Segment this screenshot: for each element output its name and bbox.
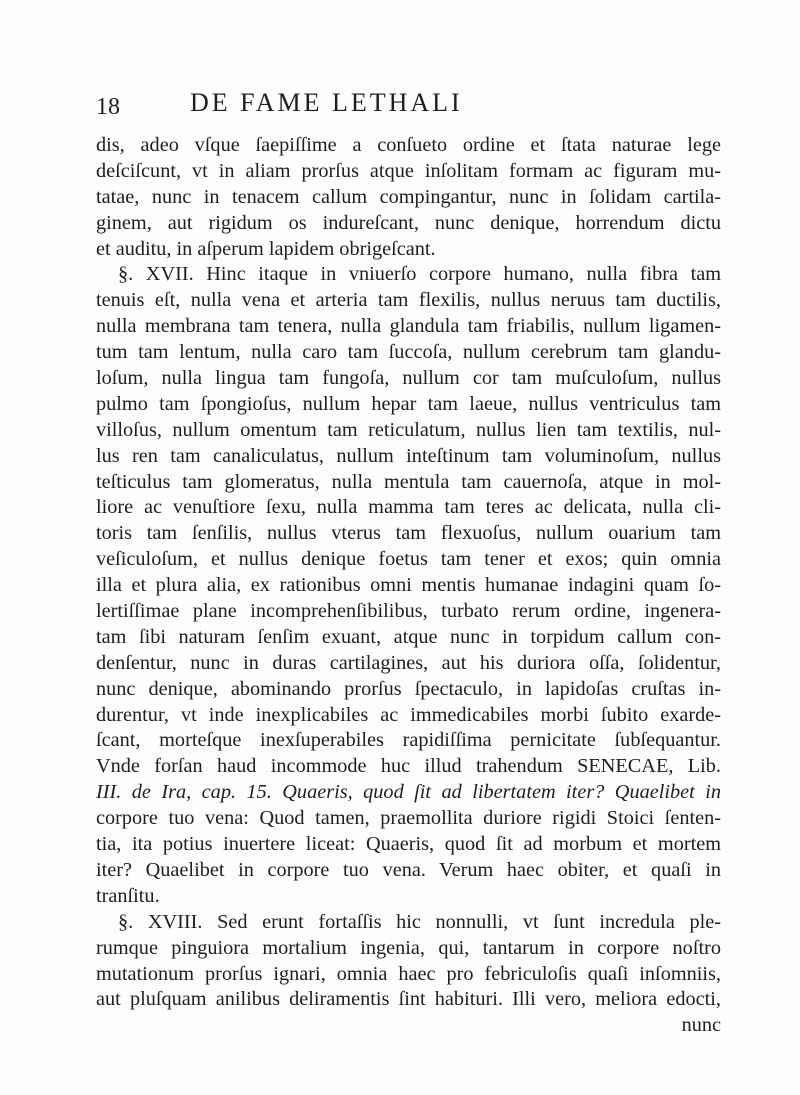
text-line: rumque pinguiora mortalium ingenia, qui, tantarum in corpore noſtro (96, 936, 721, 959)
body-text (96, 133, 721, 1039)
text-line: tranſitu. (96, 884, 160, 907)
text-line: loſum, nulla lingua tam fungoſa, nullum cor tam muſculoſum, nullus (96, 367, 721, 390)
text-line: mutationum prorſus ignari, omnia haec pro febriculoſis quaſi inſomniis, (96, 962, 721, 985)
text-line: denſentur, nunc in duras cartilagines, aut his duriora oſſa, ſolidentur, (96, 651, 721, 674)
text-line: nunc denique, abominando prorſus ſpectaculo, in lapidoſas cruſtas in- (96, 677, 721, 700)
section-heading-line: §. XVII. Hinc itaque in vniuerſo corpore humano, nulla fibra tam (118, 263, 721, 286)
text-line: iter? Quaelibet in corpore tuo vena. Verum haec obiter, et quaſi in (96, 858, 721, 881)
text-line: et auditu, in aſperum lapidem obrigeſcant. (96, 237, 436, 260)
running-head: DE FAME LETHALI (190, 88, 463, 117)
text-line: aut pluſquam anilibus deliramentis ſint habituri. Illi vero, meliora edocti, (96, 988, 721, 1011)
text-line: liore ac venuſtiore ſexu, nulla mamma tam teres ac delicata, nulla cli- (96, 496, 721, 519)
catchword: nunc (681, 1014, 721, 1037)
text-line: lertiſſimae plane incomprehenſibilibus, turbato rerum ordine, ingenera- (96, 600, 721, 623)
text-line: lus ren tam canaliculatus, nullum inteſtinum tam voluminoſum, nullus (96, 444, 721, 467)
page-header (96, 88, 716, 128)
text-line: ginem, aut rigidum os indureſcant, nunc denique, horrendum dictu (96, 211, 721, 234)
text-line: tam ſibi naturam ſenſim exuant, atque nunc in torpidum callum con- (96, 625, 721, 648)
text-line: nulla membrana tam tenera, nulla glandula tam friabilis, nullum ligamen- (96, 315, 721, 338)
section-heading-line: §. XVIII. Sed erunt fortaſſis hic nonnulli, vt ſunt incredula ple- (118, 910, 721, 933)
text-line: veſiculoſum, et nullus denique foetus tam tener et exos; quin omnia (96, 548, 721, 571)
text-line: III. de Ira, cap. 15. Quaeris, quod ſit ad libertatem iter? Quaelibet in (96, 781, 721, 804)
text-line: villoſus, nullum omentum tam reticulatum, nullus lien tam textilis, nul- (96, 418, 721, 441)
text-line: illa et plura alia, ex rationibus omni mentis humanae indagini quam ſo- (96, 574, 721, 597)
text-line: teſticulus tam glomeratus, nulla mentula tam cauernoſa, atque in mol- (96, 470, 721, 493)
text-line: tia, ita potius inuertere liceat: Quaeris, quod ſit ad morbum et mortem (96, 833, 721, 856)
page-number: 18 (96, 94, 120, 120)
text-line: corpore tuo vena: Quod tamen, praemollita duriore rigidi Stoici ſenten- (96, 807, 721, 830)
text-line: durentur, vt inde inexplicabiles ac immedicabiles morbi ſubito exarde- (96, 703, 721, 726)
text-line: pulmo tam ſpongioſus, nullum hepar tam laeue, nullus ventriculus tam (96, 392, 721, 415)
text-line: deſciſcunt, vt in aliam prorſus atque inſolitam formam ac figuram mu- (96, 159, 721, 182)
text-line: tenuis eſt, nulla vena et arteria tam flexilis, nullus neruus tam ductilis, (96, 289, 721, 312)
text-line: tum tam lentum, nulla caro tam ſuccoſa, nullum cerebrum tam glandu- (96, 341, 721, 364)
text-line: tatae, nunc in tenacem callum compingantur, nunc in ſolidam cartila- (96, 185, 721, 208)
text-line: toris tam ſenſilis, nullus vterus tam flexuoſus, nullum ouarium tam (96, 522, 721, 545)
text-line: Vnde forſan haud incommode huc illud trahendum SENECAE, Lib. (96, 755, 721, 778)
text-line: dis, adeo vſque ſaepiſſime a conſueto ordine et ſtata naturae lege (96, 134, 721, 156)
text-line: ſcant, morteſque inexſuperabiles rapidiſſima pernicitate ſubſequantur. (96, 729, 721, 752)
